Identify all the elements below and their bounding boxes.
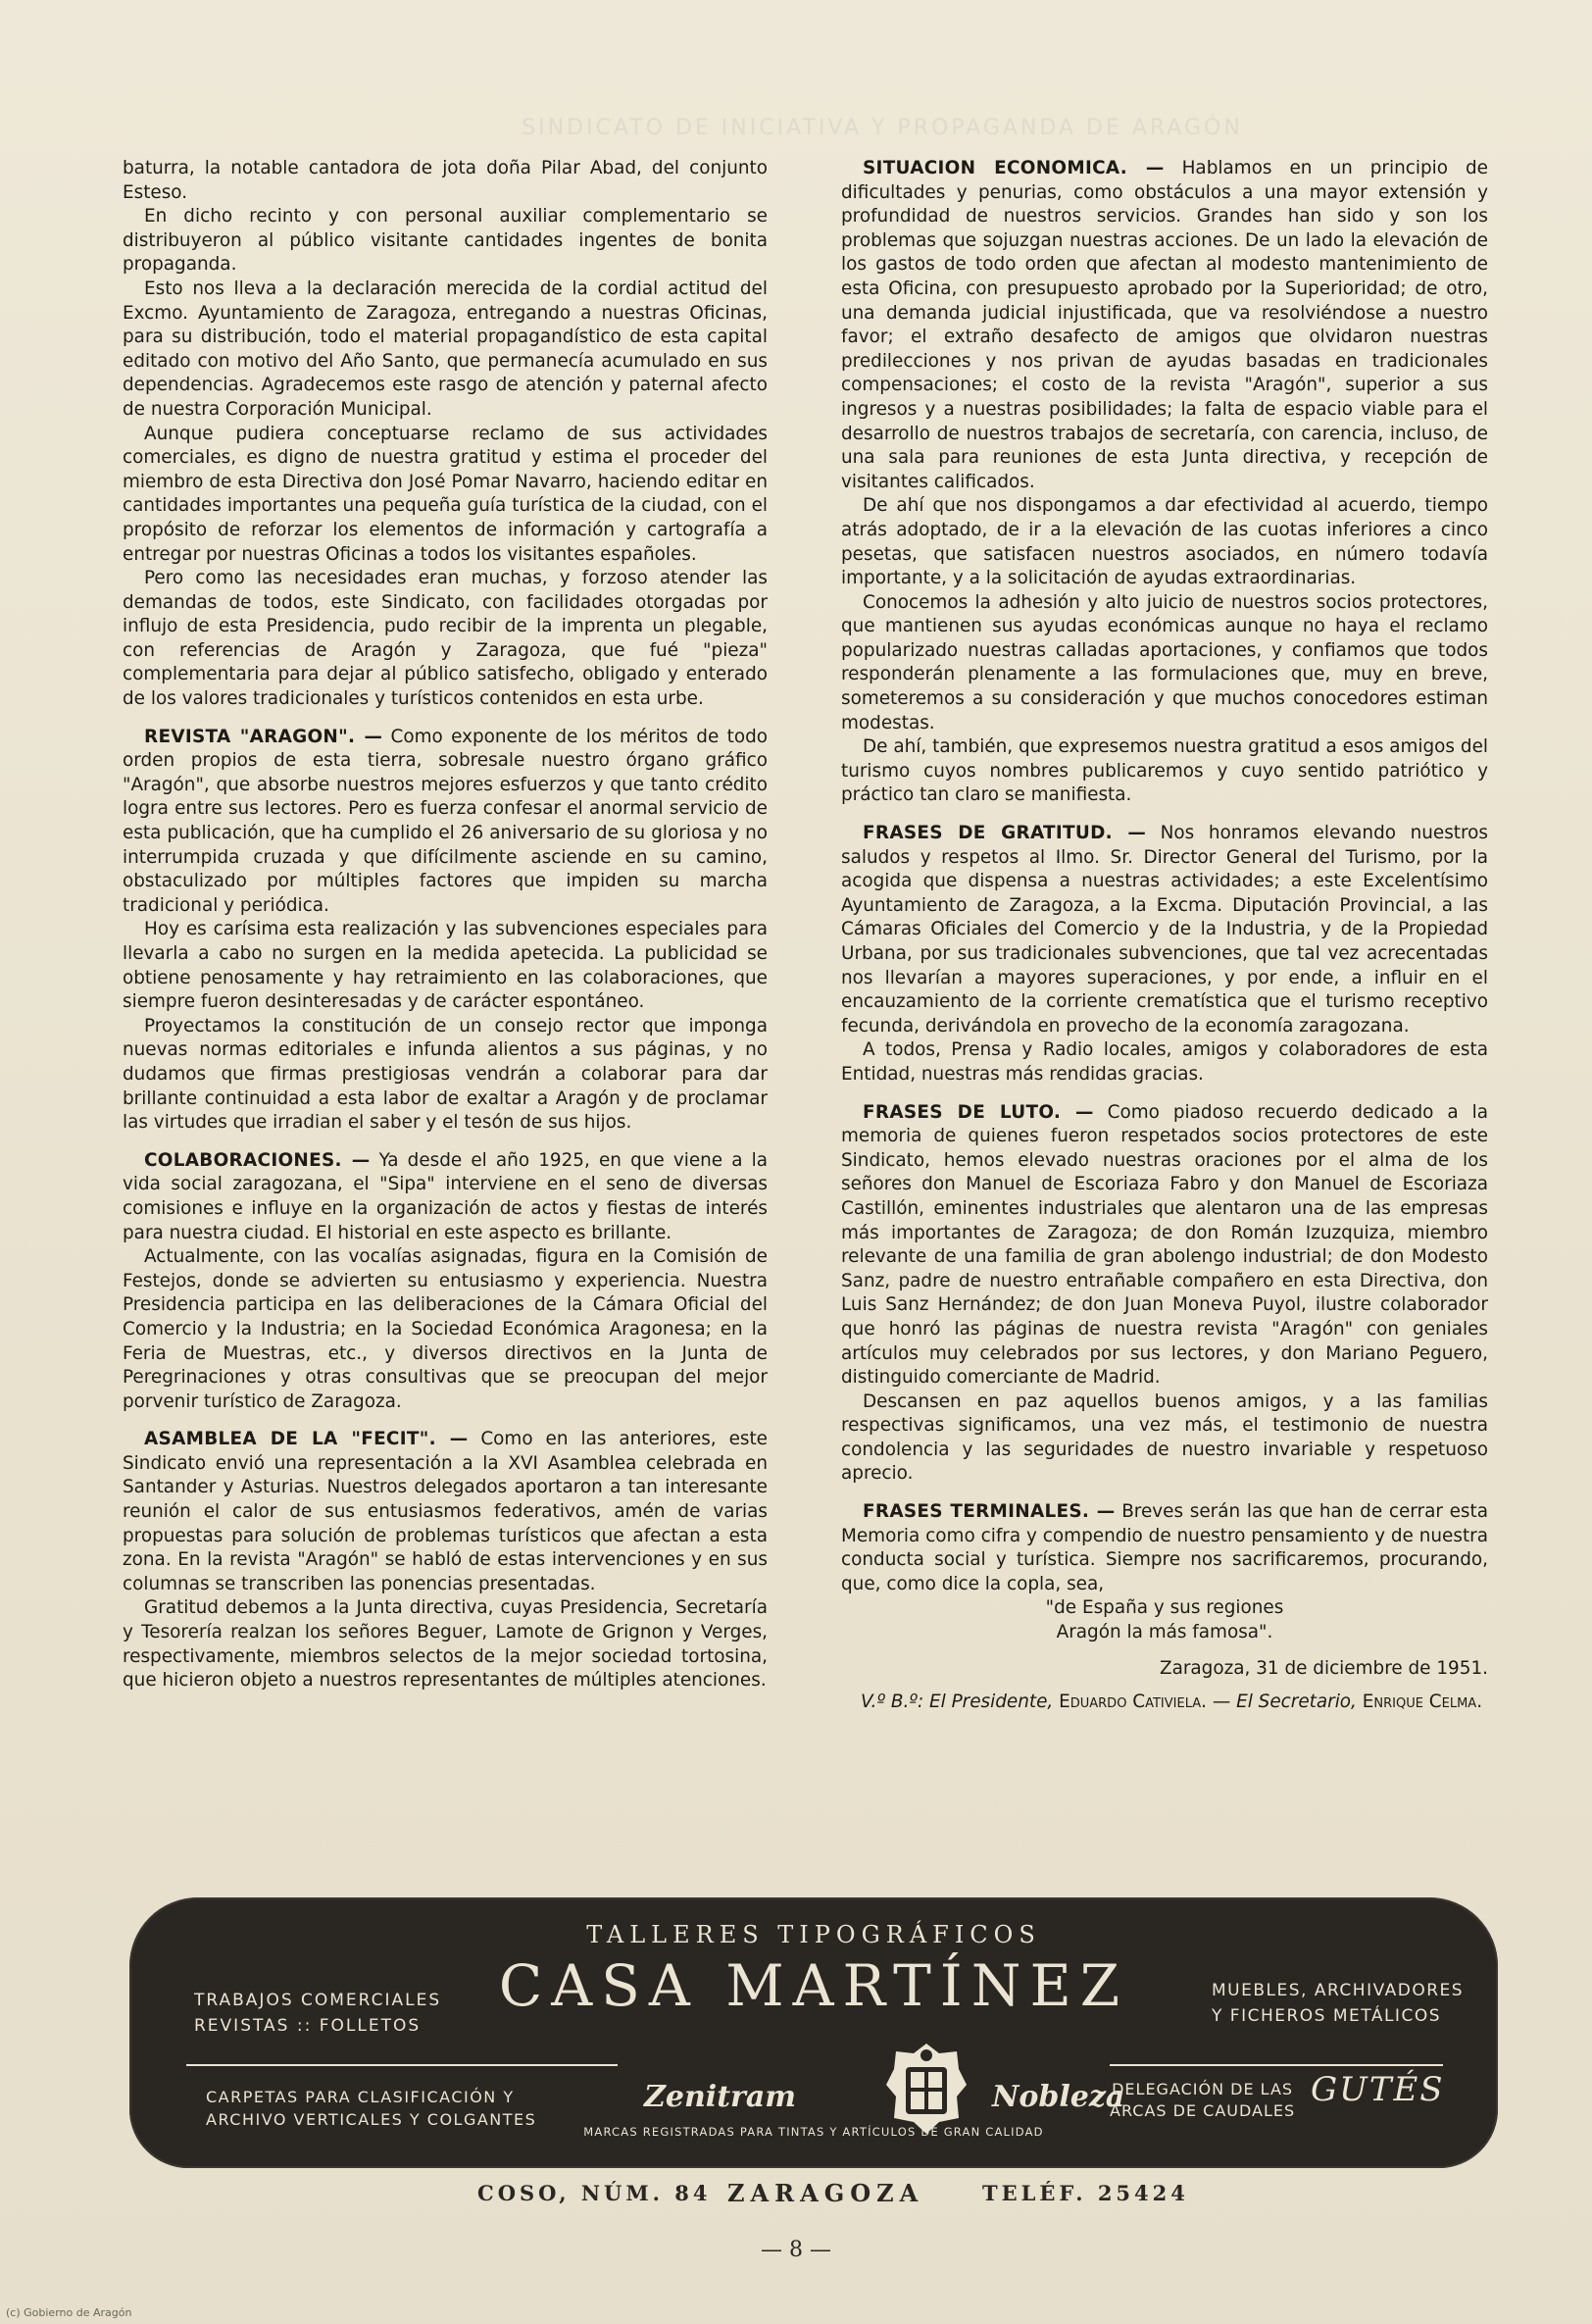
paragraph: Conocemos la adhesión y alto juicio de nuestros socios protectores, que mantienen sus ayudas económicas aunque no haya el reclamo popularizado nuestras calladas aportaciones, y confiamos que todos responderán plenamente a las formulaciones que, muy en breve, someteremos a su consideración y que muchos conocedores estiman modestas. [841, 591, 1488, 733]
copyright-credit: (c) Gobierno de Aragón [6, 2306, 132, 2319]
section-heading: FRASES DE LUTO. — [863, 1101, 1094, 1123]
ad-address-line [129, 2181, 1498, 2220]
ad-right-top [1212, 1978, 1464, 2029]
section-heading: ASAMBLEA DE LA "FECIT". — [144, 1429, 469, 1450]
advertisement-banner [129, 1897, 1498, 2168]
ad-right-top-line: MUEBLES, ARCHIVADORES [1212, 1981, 1465, 2000]
section-text: Ya desde el año 1925, en que viene a la vida social zaragozana, el "Sipa" interviene en el seno de diversas comisiones e influye en la organización de actos y fiestas de interés para nuestra ciudad. El historial en este aspecto es brillante. [123, 1149, 769, 1243]
ad-left-bottom-line: CARPETAS PARA CLASIFICACIÓN Y [206, 2088, 515, 2106]
date-line: Zaragoza, 31 de diciembre de 1951. [1159, 1657, 1488, 1679]
section-text: Breves serán las que han de cerrar esta Memoria como cifra y compendio de nuestro pensamiento y de nuestra conducta social y turística. Siempre nos sacrificaremos, procurando, que, como dice la copla, sea, [841, 1501, 1488, 1594]
signature-block [841, 1691, 1488, 1715]
section-text: Hablamos en un principio de dificultades y penurias, como obstáculos a una mayor extensión y profundidad de nuestros servicios. Grandes han sido y son los problemas que sojuzgan nuestras acciones. De un lado la elevación de los gastos de todo orden que afectan al modesto mantenimiento de esta Oficina, con presupuesto aprobado por la Superioridad; de otro, una demanda judicial injustificada, que va resolviéndose a nuestro favor; el extraño desafecto de amigos que olvidaron nuestras predilecciones y nos privan de ayudas basadas en tradicionales compensaciones; el costo de la revista "Aragón", superior a sus ingresos y a nuestras posibilidades; la falta de espacio viable para el desarrollo de nuestros trabajos de secretaría, con carencia, incluso, de una sala para reuniones de esta Junta directiva, y recepción de visitantes calificados. [841, 158, 1489, 492]
quote-line-1: "de España y sus regiones [1045, 1597, 1284, 1619]
ad-phone: TELÉF. 25424 [982, 2181, 1189, 2205]
section-heading: SITUACION ECONOMICA. — [863, 158, 1165, 178]
paragraph: Pero como las necesidades eran muchas, y forzoso atender las demandas de todos, este Sindicato, con facilidades otorgadas por influjo de esta Presidencia, pudo recibir de la imprenta un plegable, con referencias de Aragón y Zaragoza, que fué "pieza" complementaria para dejar al público satisfecho, obligado y enterado de los valores tradicionales y turísticos contenidos en esta urbe. [123, 568, 768, 710]
signature-secretary: Enrique Celma. [1362, 1692, 1483, 1713]
paragraph: Gratitud debemos a la Junta directiva, cuyas Presidencia, Secretaría y Tesorería realzan los señores Beguer, Lamote de Grignon y Verges, respectivamente, miembros selectos de la mejor sociedad tortosina, que hicieron objeto a nuestros representantes de múltiples atenciones. [123, 1597, 768, 1692]
paragraph: De ahí que nos dispongamos a dar efectividad al acuerdo, tiempo atrás adoptado, de ir a la elevación de las cuotas inferiores a cinco pesetas, que satisfacen nuestros asociados, en número todavía importante, y a la solicitación de ayudas extraordinarias. [841, 495, 1488, 589]
ad-right-bottom-line: ARCAS DE CAUDALES [1110, 2101, 1296, 2120]
ad-divider [1110, 2064, 1443, 2066]
ad-brand-gutes: GUTÉS [1311, 2070, 1445, 2109]
section-heading: FRASES DE GRATITUD. — [863, 823, 1147, 844]
right-column [841, 157, 1488, 1715]
section-situacion [841, 157, 1488, 494]
paragraph: Aunque pudiera conceptuarse reclamo de sus actividades comerciales, es digno de nuestra gratitud y estima el proceder del miembro de esta Directiva don José Pomar Navarro, haciendo editar en cantidades importantes una pequeña guía turística de la ciudad, con el propósito de reforzar los elementos de información y cartografía a entregar por nuestras Oficinas a todos los visitantes españoles. [123, 423, 768, 565]
ad-trademark-note: MARCAS REGISTRADAS PARA TINTAS Y ARTÍCULOS DE GRAN CALIDAD [583, 2125, 1044, 2139]
section-colaboraciones [123, 1149, 768, 1245]
quote-line-2: Aragón la más famosa". [1056, 1622, 1273, 1643]
paragraph: Proyectamos la constitución de un consejo rector que imponga nuevas normas editoriales e infunda alientos a sus páginas, y no dudamos que firmas prestigiosas vendrán a colaborar para dar brillante continuidad a esta labor de exaltar a Aragón y de proclamar las virtudes que irradian el saber y el tesón de sus hijos. [123, 1015, 768, 1134]
paragraph: Hoy es carísima esta realización y las subvenciones especiales para llevarla a cabo no surgen en la medida apetecida. La publicidad se obtiene penosamente y hay retraimiento en las colaboraciones, que siempre fueron desinteresadas y de carácter espontáneo. [123, 919, 768, 1013]
ad-divider [186, 2064, 618, 2066]
section-revista [123, 726, 768, 919]
ad-city: ZARAGOZA [727, 2179, 924, 2207]
section-text: Como exponente de los méritos de todo orden propios de esta tierra, sobresale nuestro órgano gráfico "Aragón", que absorbe nuestros mejores esfuerzos y que tanto crédito logra entre sus lectores. Pero es fuerza confesar el anormal servicio de esta publicación, que ha cumplido el 26 aniversario de su gloriosa y no interrumpida cruzada y que difícilmente asciende en su camino, obstaculizado por múltiples factores que impiden su marcha tradicional y periódica. [123, 726, 768, 916]
paragraph: En dicho recinto y con personal auxiliar complementario se distribuyeron al público visitante cantidades ingentes de bonita propaganda. [123, 206, 768, 276]
paragraph: baturra, la notable cantadora de jota doña Pilar Abad, del conjunto Esteso. [123, 158, 768, 203]
section-heading: REVISTA "ARAGON". — [144, 726, 383, 747]
ad-company-name: CASA MARTÍNEZ [498, 1952, 1129, 2019]
section-heading: FRASES TERMINALES. — [863, 1501, 1116, 1523]
left-column [123, 157, 768, 1693]
section-text: Nos honramos elevando nuestros saludos y respetos al Ilmo. Sr. Director General del Turismo, por la acogida que dispensa a nuestras actividades; a este Excelentísimo Ayuntamiento de Zaragoza, a la Excma. Diputación Provincial, a las Cámaras Oficiales del Comercio y de la Industria, y de la Propiedad Urbana, por sus tradicionales subvenciones, que tal vez acrecentadas nos llevarían a mayores superaciones, y por ende, a influir en el encauzamiento de la corriente crematística que el turismo receptivo fecunda, derivándola en provecho de la economía zaragozana. [841, 823, 1488, 1036]
ad-right-bottom-line: DELEGACIÓN DE LAS [1112, 2080, 1294, 2098]
paragraph: Esto nos lleva a la declaración merecida de la cordial actitud del Excmo. Ayuntamiento de Zaragoza, entregando a nuestras Oficinas, para su distribución, todo el material propagandístico de esta capital editado con motivo del Año Santo, que permanecía acumulado en sus dependencias. Agradecemos este rasgo de atención y paternal afecto de nuestra Corporación Municipal. [123, 278, 768, 420]
bleed-through-header: SINDICATO DE INICIATIVA Y PROPAGANDA DE ARAGÓN [522, 116, 1243, 140]
signature-president: Eduardo Cativiela. [1059, 1692, 1207, 1713]
ad-header: TALLERES TIPOGRÁFICOS [586, 1921, 1041, 1948]
paragraph: De ahí, también, que expresemos nuestra gratitud a esos amigos del turismo cuyos nombres publicaremos y cuyo sentido patriótico y práctico tan claro se manifiesta. [841, 736, 1488, 806]
ad-right-top-line: Y FICHEROS METÁLICOS [1212, 2006, 1441, 2026]
section-text: Como piadoso recuerdo dedicado a la memoria de quienes fueron respetados socios protectores de este Sindicato, hemos elevado nuestras oraciones por el alma de los señores don Manuel de Escoriaza Fabro y don Manuel de Escoriaza Castillón, eminentes industriales que alentaron una de las empresas más importantes de Zaragoza; de don Román Izuzquiza, miembro relevante de una familia de gran abolengo industrial; de don Modesto Sanz, padre de nuestro entrañable compañero en esta Directiva, don Luis Sanz Hernández; de don Juan Moneva Puyol, ilustre colaborador que honró las páginas de nuestra revista "Aragón" con geniales artículos muy celebrados por sus lectores, y don Mariano Peguero, distinguido comerciante de Madrid. [841, 1101, 1488, 1389]
ad-brand-zenitram: Zenitram [644, 2080, 797, 2114]
ad-left-top [194, 1988, 441, 2039]
ad-left-bottom-line: ARCHIVO VERTICALES Y COLGANTES [206, 2110, 537, 2129]
ad-brand-nobleza: Nobleza [992, 2080, 1125, 2114]
section-text: Como en las anteriores, este Sindicato envió una representación a la XVI Asamblea celebrada en Santander y Asturias. Nuestros delegados aportaron a tan interesante reunión el calor de sus entusiasmos federativos, amén de varias propuestas para solución de problemas turísticos que afectan a esta zona. En la revista "Aragón" se habló de estas intervenciones y en sus columnas se transcriben las ponencias presentadas. [123, 1429, 768, 1594]
section-luto [841, 1101, 1488, 1390]
section-terminales [841, 1500, 1488, 1596]
coat-of-arms-icon [882, 2040, 970, 2138]
paragraph: A todos, Prensa y Radio locales, amigos y colaboradores de esta Entidad, nuestras más rendidas gracias. [841, 1039, 1488, 1085]
ad-right-bottom [1110, 2079, 1295, 2122]
page-number: — 8 — [761, 2238, 831, 2262]
section-gratitud [841, 822, 1488, 1038]
signature-vb: V.º B.º: El Presidente, [861, 1692, 1054, 1713]
ad-left-top-line: REVISTAS :: FOLLETOS [194, 2016, 422, 2036]
signature-secretary-label: — El Secretario, [1212, 1692, 1357, 1713]
ad-left-top-line: TRABAJOS COMERCIALES [194, 1991, 442, 2010]
section-asamblea [123, 1428, 768, 1596]
section-heading: COLABORACIONES. — [144, 1149, 371, 1171]
paragraph: Descansen en paz aquellos buenos amigos, y a las familias respectivas significamos, una vez más, el testimonio de nuestra condolencia y las seguridades de nuestro invariable y respetuoso aprecio. [841, 1390, 1488, 1485]
ad-address: COSO, NÚM. 84 [477, 2181, 712, 2205]
paragraph: Actualmente, con las vocalías asignadas, figura en la Comisión de Festejos, donde se advierten su entusiasmo y experiencia. Nuestra Presidencia participa en las deliberaciones de la Cámara Oficial del Comercio y la Industria; en la Sociedad Económica Aragonesa; en la Feria de Muestras, etc., y diversos directivos en la Junta de Peregrinaciones y otras consultivas que se preocupan del mejor porvenir turístico de Zaragoza. [123, 1246, 768, 1412]
